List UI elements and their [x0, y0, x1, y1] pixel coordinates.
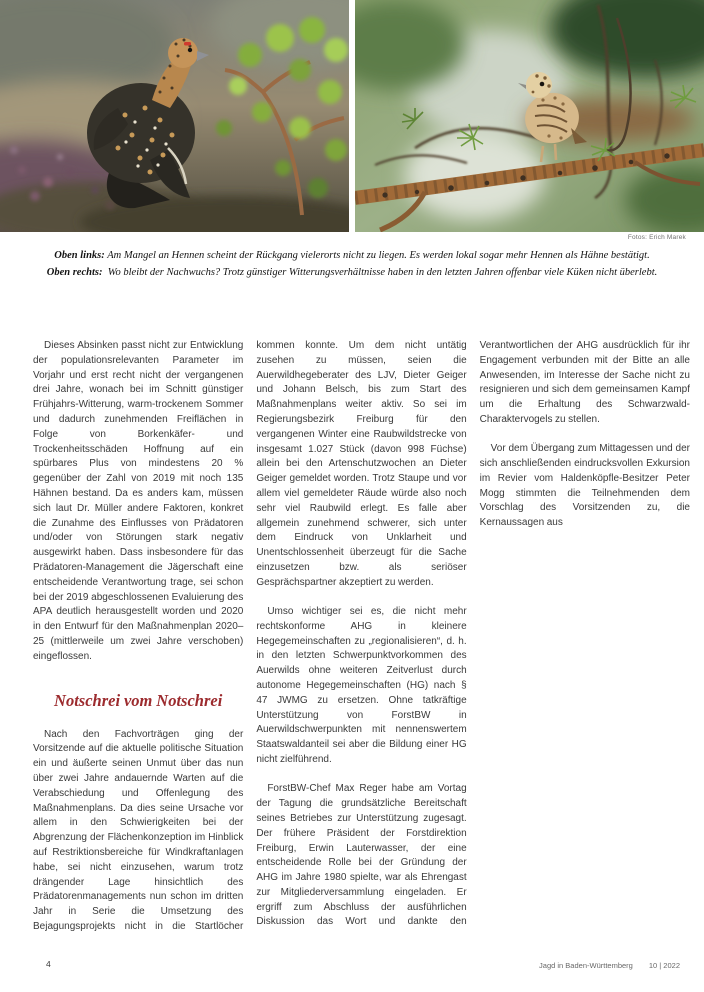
footer	[539, 961, 680, 970]
photo-row	[0, 0, 704, 232]
page-number: 4	[46, 959, 51, 969]
paragraph-2: Nach den Fachvorträgen ging der Vorsitzende auf die aktuelle politische Situation ein und äußerte seinen Unmut über das nun über zwei Jahre andauernde Warten auf die Verabschiedung und Offenlegung des Maßnahmenplans. Da dies seine Ursache vor allem in den Schwierigkeiten bei der Abgrenzung der Flächenkonzeption im Hinblick auf Restriktionsbereiche für Windkraftanlagen habe, sei nicht einzusehen, warum trotz drängender Lage hinsichtlich des Prädatorenmanagements nun schon im dritten Jahr in Serie die Umsetzung des Bejagungsprojekts nicht in die Startlöcher kommen konnte. Um dem nicht untätig zusehen zu müssen, seien die Auerwildhegeberater des LJV, Dieter Geiger und Johann Belsch, bis zum Start des Maßnahmenplans weiter aktiv. So sei im Regierungsbezirk Freiburg für den vergangenen Winter eine Raubwildstrecke von insgesamt 1.027 Stück (davon 998 Füchse) allein bei den Artenschutzwochen an Dieter Geiger gemeldet worden. Trotz Staupe und vor allem viel gemeldeter Räude würde also noch sehr viel Raubwild erlegt. Es falle aber allgemein zunehmend schwerer, sich unter dem Eindruck von Unklarheit und Unentschlossenheit überzeugt für die Sache einzusetzen bzw. als seriöser Gesprächspartner akzeptiert zu werden.	[33, 340, 467, 932]
caption-left-label: Oben links:	[54, 250, 105, 261]
caption-right	[28, 264, 676, 281]
caption-right-text: Wo bleibt der Nachwuchs? Trotz günstiger Witterungsverhältnisse haben in den letzten Jahren offenbar viele Küken nicht überlebt.	[107, 267, 658, 278]
caption-right-label: Oben rechts:	[46, 267, 103, 278]
grouse-chick-illustration	[355, 0, 704, 232]
photo-capercaillie-hen	[0, 0, 349, 232]
caption-left	[28, 247, 676, 264]
capercaillie-hen-illustration	[0, 0, 349, 232]
caption-left-text: Am Mangel an Hennen scheint der Rückgang vielerorts nicht zu liegen. Es werden lokal sogar mehr Hennen als Hähne bestätigt.	[107, 250, 650, 261]
paragraph-3: Umso wichtiger sei es, die nicht mehr rechtskonforme AHG in kleinere Hegegemeinschaften zu „regionalisieren“, d. h. in den letzten Schwerpunktvorkommen des Auerwilds ohne weiteren Zeitverlust durch autonome Hegegemeinschaften (HG) nach § 47 JWMG zu ersetzen. Ohne tatkräftige Unterstützung von ForstBW in Auerwildschwerpunkten mit nennenswertem Staatswaldanteil sei aber die Bildung einer HG nicht zielführend.	[256, 606, 467, 766]
section-heading: Notschrei vom Notschrei	[54, 690, 223, 710]
photo-grouse-chick	[355, 0, 704, 232]
paragraph-4: ForstBW-Chef Max Reger habe am Vortag der Tagung die grundsätzliche Bereitschaft seines Betriebes zur Unterstützung zugesagt. Der frühere Präsident der Forstdirektion Freiburg, Erwin Lauterwasser, der eine entscheidende Rolle bei der Gründung der AHG im Jahre 1980 spielte, war als Ehrengast zur Mitgliederversammlung eingeladen. Er ergriff zum Abschluss der ausführlichen Diskussion das Wort und dankte den Verantwortlichen der AHG ausdrücklich für ihr Engagement verbunden mit der Bitte an alle Anwesenden, im Interesse der Sache nicht zu resignieren und sich dem gemeinsamen Kampf um die Erhaltung des Schwarzwald-Charaktervogels zu stellen.	[256, 340, 690, 928]
paragraph-5: Vor dem Übergang zum Mittagessen und der sich anschließenden eindrucksvollen Exkursion im Revier vom Haldenköpfle-Besitzer Peter Mogg stimmten die Teilnehmenden dem Vorschlag des Vorsitzenden zu, die Kernaussagen aus	[479, 443, 690, 529]
paragraph-1: Dieses Absinken passt nicht zur Entwicklung der populationsrelevanten Parameter im Vorjahr und erst recht nicht der vergangenen drei Jahre, wonach bei im Schnitt günstiger Frühjahrs-Witterung, warm-trockenem Sommer und dadurch zunehmenden Freiflächen in Folge von Borkenkäfer- und Trockenheitsschäden Hoffnung auf ein spürbares Plus von mindestens 20 % gegenüber der Zahl von 2019 mit noch 135 Hähnen bestand. Da es anders kam, müssen sich laut Dr. Müller andere Faktoren, konkret die Zunahme des Einflusses von Prädatoren und/oder von Störungen stark negativ ausgewirkt haben. Dass insbesondere für das Prädatoren-Management die Jägerschaft eine entscheidende Verantwortung trage, sei schon bei der 2019 abgeschlossenen Evaluierung des APA deutlich herausgestellt worden und 2020 in den Entwurf für den Maßnahmenplan 2020–25 (mittlerweile um zwei Jahre verschoben) eingeflossen.	[33, 340, 244, 662]
photo-credit: Fotos: Erich Marek	[627, 234, 686, 241]
footer-journal-title: Jagd in Baden-Württemberg	[539, 961, 633, 970]
caption-block	[28, 247, 676, 281]
article-body	[33, 339, 690, 941]
footer-issue: 10 | 2022	[648, 961, 680, 970]
